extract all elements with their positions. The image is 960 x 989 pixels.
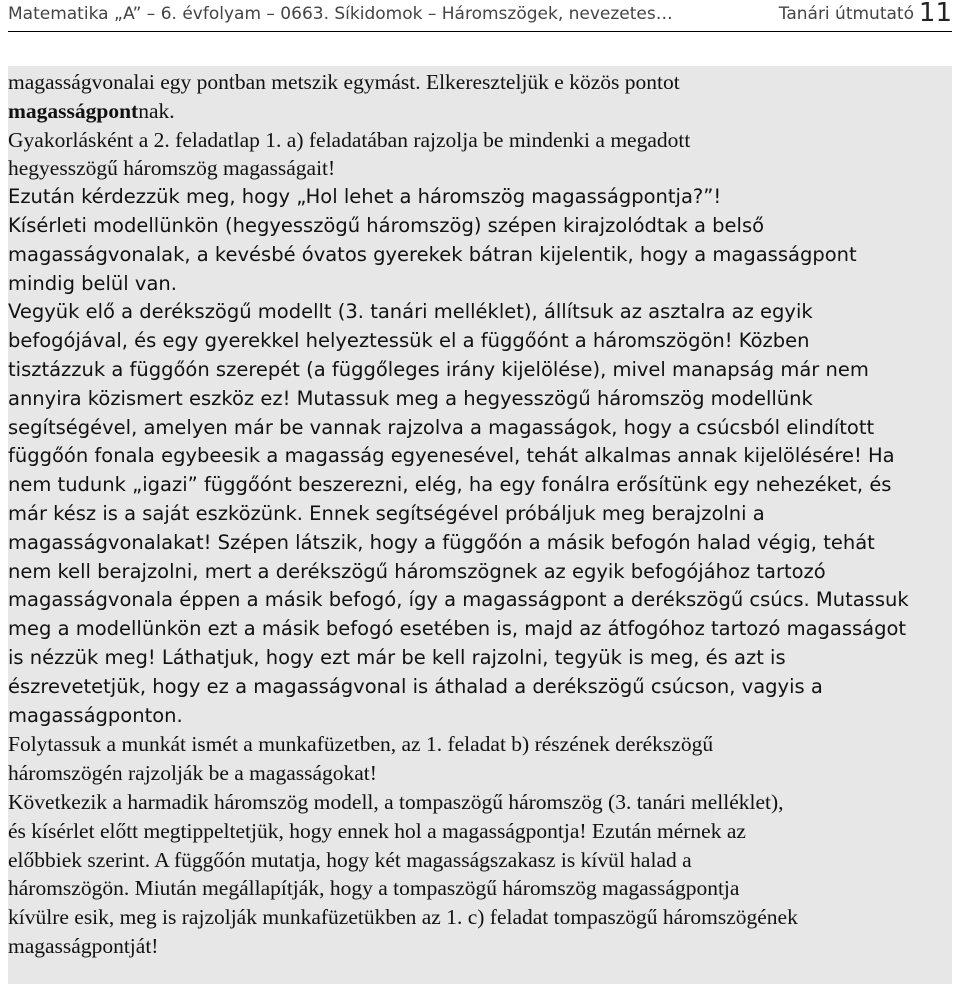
paragraph-experiment (8, 212, 952, 298)
text-line: függőón fonala egybeesik a magasság egyenesével, tehát alkalmas annak kijelölésére! Ha (8, 444, 895, 468)
text-line: Következik a harmadik háromszög modell, a tompaszögű háromszög (3. tanári melléklet), (8, 789, 784, 814)
paragraph-question (8, 183, 952, 212)
text-line: tisztázzuk a függőón szerepét (a függőleges irány kijelölése), mivel manapság már nem (8, 357, 869, 381)
text-line: háromszögön. Miután megállapítják, hogy a tompaszögű háromszög magasságpontja (8, 876, 740, 901)
header-course-title: Matematika „A” – 6. évfolyam – 0663. Síkidomok – Háromszögek, nevezetes… (8, 4, 673, 24)
page-number: 11 (918, 0, 952, 28)
text-line: hegyesszögű háromszög magasságait! (8, 156, 336, 181)
text-line: segítségével, amelyen már be vannak rajzolva a magasságok, hogy a csúcsból elindított (8, 415, 875, 439)
text-line: előbbiek szerint. A függőón mutatja, hogy két magasságszakasz is kívül halad a (8, 847, 692, 872)
text-line (8, 97, 952, 126)
text-line: magasságvonala éppen a másik befogó, így a magasságpont a derékszögű csúcs. Mutassuk (8, 588, 909, 612)
text-line: is nézzük meg! Láthatjuk, hogy ezt már be kell rajzolni, tegyük is meg, és azt is (8, 645, 786, 669)
text-line: meg a modellünkön ezt a másik befogó esetében is, majd az átfogóhoz tartozó magasságot (8, 617, 907, 641)
text-line: már kész is a saját eszközünk. Ennek segítségével próbáljuk meg berajzolni a (8, 501, 765, 525)
body-text (8, 68, 952, 961)
text-line: magasságvonalakat! Szépen látszik, hogy a függőón a másik befogón halad végig, tehát (8, 530, 875, 554)
bold-term-suffix: nak. (138, 98, 175, 123)
text-line: kívülre esik, meg is rajzolják munkafüzetükben az 1. c) feladat tompaszögű háromszögének (8, 905, 798, 930)
header-guide-label: Tanári útmutató (778, 4, 914, 24)
text-line: nem kell berajzolni, mert a derékszögű háromszögnek az egyik befogójához tartozó (8, 559, 826, 583)
bold-term-magassagpont: magasságpont (8, 98, 139, 123)
text-line: Kísérleti modellünkön (hegyesszögű háromszög) szépen kirajzolódtak a belső (8, 213, 765, 237)
text-line: Folytassuk a munkát ismét a munkafüzetben, az 1. feladat b) részének derékszögű (8, 732, 714, 757)
paragraph-right-triangle-model (8, 298, 952, 730)
text-line: magasságpontját! (8, 933, 159, 958)
paragraph-practice (8, 126, 952, 184)
text-line: és kísérlet előtt megtippeltetjük, hogy ennek hol a magasságpontja! Ezután mérnek az (8, 818, 746, 843)
text-line: Gyakorlásként a 2. feladatlap 1. a) feladatában rajzolja be mindenki a megadott (8, 127, 691, 152)
text-line: mindig belül van. (8, 271, 177, 295)
text-line: befogójával, és egy gyerekkel helyeztessük el a függőónt a háromszögön! Közben (8, 329, 810, 353)
text-line: magasságvonalak, a kevésbé óvatos gyerekek bátran kijelentik, hogy a magasságpont (8, 242, 857, 266)
text-line: észrevetetjük, hogy ez a magasságvonal is áthalad a derékszögű csúcson, vagyis a (8, 674, 823, 698)
text-line: Ezután kérdezzük meg, hogy „Hol lehet a háromszög magasságpontja?”! (8, 185, 722, 209)
paragraph-continue-workbook (8, 730, 952, 788)
text-line: Vegyük elő a derékszögű modellt (3. tanári melléklet), állítsuk az asztalra az egyik (8, 300, 813, 324)
page-header (8, 0, 952, 32)
paragraph-obtuse-triangle (8, 788, 952, 961)
text-line: annyira közismert eszköz ez! Mutassuk meg a hegyesszögű háromszög modellünk (8, 386, 813, 410)
text-line: magasságvonalai egy pontban metszik egymást. Elkereszteljük e közös pontot (8, 70, 680, 94)
text-line: magasságponton. (8, 703, 183, 727)
text-line: nem tudunk „igazi” függőónt beszerezni, elég, ha egy fonálra erősítünk egy nehezéket, és (8, 473, 892, 497)
paragraph-intro (8, 68, 952, 126)
text-line: háromszögén rajzolják be a magasságokat! (8, 761, 377, 786)
